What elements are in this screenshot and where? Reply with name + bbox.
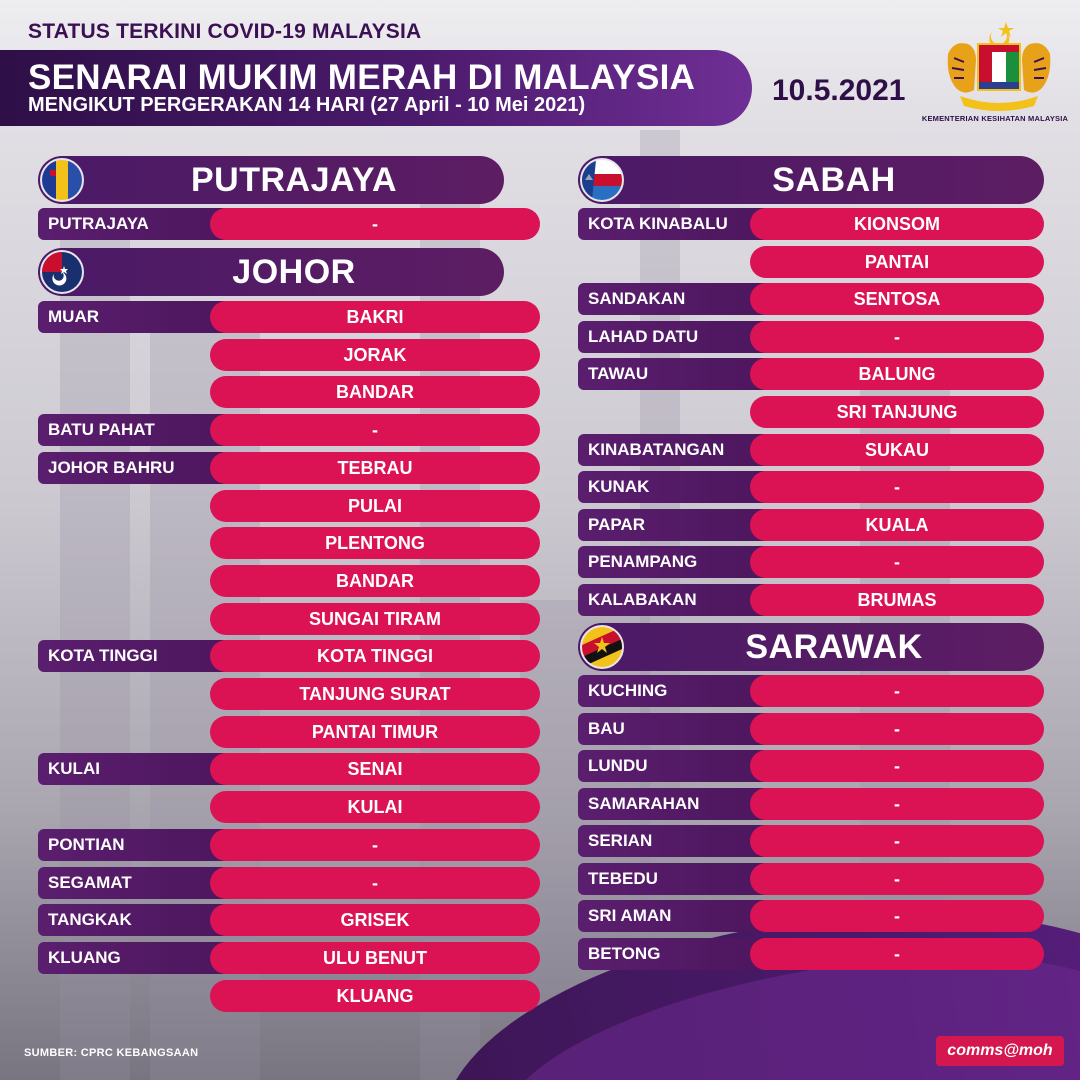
mukim-pill: - — [750, 321, 1044, 353]
district-label: KOTA KINABALU — [578, 208, 818, 240]
district-label: TANGKAK — [38, 904, 278, 936]
state-header-sabah — [578, 156, 1044, 204]
mukim-pill: - — [750, 900, 1044, 932]
table-row — [578, 246, 1044, 278]
table-row — [578, 713, 1044, 745]
mukim-pill: KOTA TINGGI — [210, 640, 540, 672]
mukim-pill: - — [210, 208, 540, 240]
table-row — [38, 376, 540, 408]
mukim-pill: BALUNG — [750, 358, 1044, 390]
table-row — [578, 750, 1044, 782]
mukim-pill: - — [750, 471, 1044, 503]
district-label: LAHAD DATU — [578, 321, 818, 353]
brand-badge: comms@moh — [936, 1036, 1064, 1066]
table-row — [578, 546, 1044, 578]
mukim-pill: - — [750, 713, 1044, 745]
putrajaya-flag-icon — [40, 158, 84, 202]
district-label: SERIAN — [578, 825, 818, 857]
table-row — [38, 490, 540, 522]
district-label: SANDAKAN — [578, 283, 818, 315]
table-row — [578, 900, 1044, 932]
mukim-pill: - — [750, 863, 1044, 895]
district-label: PENAMPANG — [578, 546, 818, 578]
mukim-pill: BANDAR — [210, 376, 540, 408]
table-row — [578, 863, 1044, 895]
table-row — [38, 301, 540, 333]
source-note: SUMBER: CPRC KEBANGSAAN — [24, 1047, 199, 1059]
table-row — [578, 208, 1044, 240]
mukim-pill: TANJUNG SURAT — [210, 678, 540, 710]
district-label: BATU PAHAT — [38, 414, 278, 446]
mukim-pill: BRUMAS — [750, 584, 1044, 616]
table-row — [578, 321, 1044, 353]
district-label: KLUANG — [38, 942, 278, 974]
table-row — [578, 825, 1044, 857]
table-row — [38, 452, 540, 484]
report-date: 10.5.2021 — [772, 74, 906, 107]
mukim-pill: BANDAR — [210, 565, 540, 597]
state-name: SABAH — [772, 160, 896, 199]
table-row — [578, 471, 1044, 503]
ministry-label: KEMENTERIAN KESIHATAN MALAYSIA — [921, 114, 1069, 123]
state-name: PUTRAJAYA — [190, 160, 398, 199]
mukim-pill: SUNGAI TIRAM — [210, 603, 540, 635]
district-label: BETONG — [578, 938, 818, 970]
mukim-pill: KLUANG — [210, 980, 540, 1012]
table-row — [38, 527, 540, 559]
table-row — [578, 788, 1044, 820]
mukim-pill: PULAI — [210, 490, 540, 522]
mukim-pill: SENTOSA — [750, 283, 1044, 315]
district-label: TEBEDU — [578, 863, 818, 895]
district-label: PONTIAN — [38, 829, 278, 861]
page-title: SENARAI MUKIM MERAH DI MALAYSIA — [28, 58, 696, 97]
mukim-pill: KULAI — [210, 791, 540, 823]
table-row — [578, 584, 1044, 616]
state-header-sarawak — [578, 623, 1044, 671]
mukim-pill: BAKRI — [210, 301, 540, 333]
page-subtitle: MENGIKUT PERGERAKAN 14 HARI (27 April - 10 Mei 2021) — [28, 94, 586, 116]
mukim-pill: - — [750, 825, 1044, 857]
table-row — [38, 791, 540, 823]
district-label: KALABAKAN — [578, 584, 818, 616]
district-label: SAMARAHAN — [578, 788, 818, 820]
table-row — [38, 867, 540, 899]
district-label: JOHOR BAHRU — [38, 452, 278, 484]
mukim-pill: PANTAI — [750, 246, 1044, 278]
table-row — [38, 753, 540, 785]
district-label: PUTRAJAYA — [38, 208, 278, 240]
district-label: KOTA TINGGI — [38, 640, 278, 672]
table-row — [38, 904, 540, 936]
table-row — [578, 938, 1044, 970]
mukim-pill: - — [750, 546, 1044, 578]
mukim-pill: JORAK — [210, 339, 540, 371]
table-row — [38, 942, 540, 974]
mukim-pill: - — [750, 750, 1044, 782]
top-title: STATUS TERKINI COVID-19 MALAYSIA — [28, 20, 422, 43]
district-label: KINABATANGAN — [578, 434, 818, 466]
mukim-pill: TEBRAU — [210, 452, 540, 484]
table-row — [38, 565, 540, 597]
mukim-pill: - — [750, 938, 1044, 970]
table-row — [38, 208, 540, 240]
sabah-flag-icon — [580, 158, 624, 202]
district-label: KULAI — [38, 753, 278, 785]
state-name: SARAWAK — [745, 627, 923, 666]
mukim-pill: SRI TANJUNG — [750, 396, 1044, 428]
mukim-pill: KUALA — [750, 509, 1044, 541]
district-label: BAU — [578, 713, 818, 745]
district-label: PAPAR — [578, 509, 818, 541]
table-row — [38, 603, 540, 635]
table-row — [38, 980, 540, 1012]
district-label: SEGAMAT — [38, 867, 278, 899]
table-row — [38, 716, 540, 748]
table-row — [38, 640, 540, 672]
table-row — [578, 509, 1044, 541]
mukim-pill: SUKAU — [750, 434, 1044, 466]
johor-flag-icon — [40, 250, 84, 294]
table-row — [578, 434, 1044, 466]
table-row — [38, 678, 540, 710]
mukim-pill: PLENTONG — [210, 527, 540, 559]
mukim-pill: PANTAI TIMUR — [210, 716, 540, 748]
district-label: KUCHING — [578, 675, 818, 707]
mukim-pill: - — [750, 675, 1044, 707]
malaysia-coat-of-arms-icon — [940, 18, 1058, 114]
table-row — [38, 414, 540, 446]
table-row — [38, 339, 540, 371]
district-label: SRI AMAN — [578, 900, 818, 932]
table-row — [578, 675, 1044, 707]
state-header-johor — [38, 248, 504, 296]
table-row — [578, 358, 1044, 390]
table-row — [578, 396, 1044, 428]
mukim-pill: - — [210, 414, 540, 446]
district-label: KUNAK — [578, 471, 818, 503]
sarawak-flag-icon — [580, 625, 624, 669]
mukim-pill: KIONSOM — [750, 208, 1044, 240]
state-name: JOHOR — [232, 252, 356, 291]
district-label: LUNDU — [578, 750, 818, 782]
state-header-putrajaya — [38, 156, 504, 204]
district-label: TAWAU — [578, 358, 818, 390]
table-row — [38, 829, 540, 861]
mukim-pill: - — [750, 788, 1044, 820]
district-label: MUAR — [38, 301, 278, 333]
mukim-pill: - — [210, 829, 540, 861]
mukim-pill: ULU BENUT — [210, 942, 540, 974]
table-row — [578, 283, 1044, 315]
mukim-pill: SENAI — [210, 753, 540, 785]
mukim-pill: GRISEK — [210, 904, 540, 936]
mukim-pill: - — [210, 867, 540, 899]
